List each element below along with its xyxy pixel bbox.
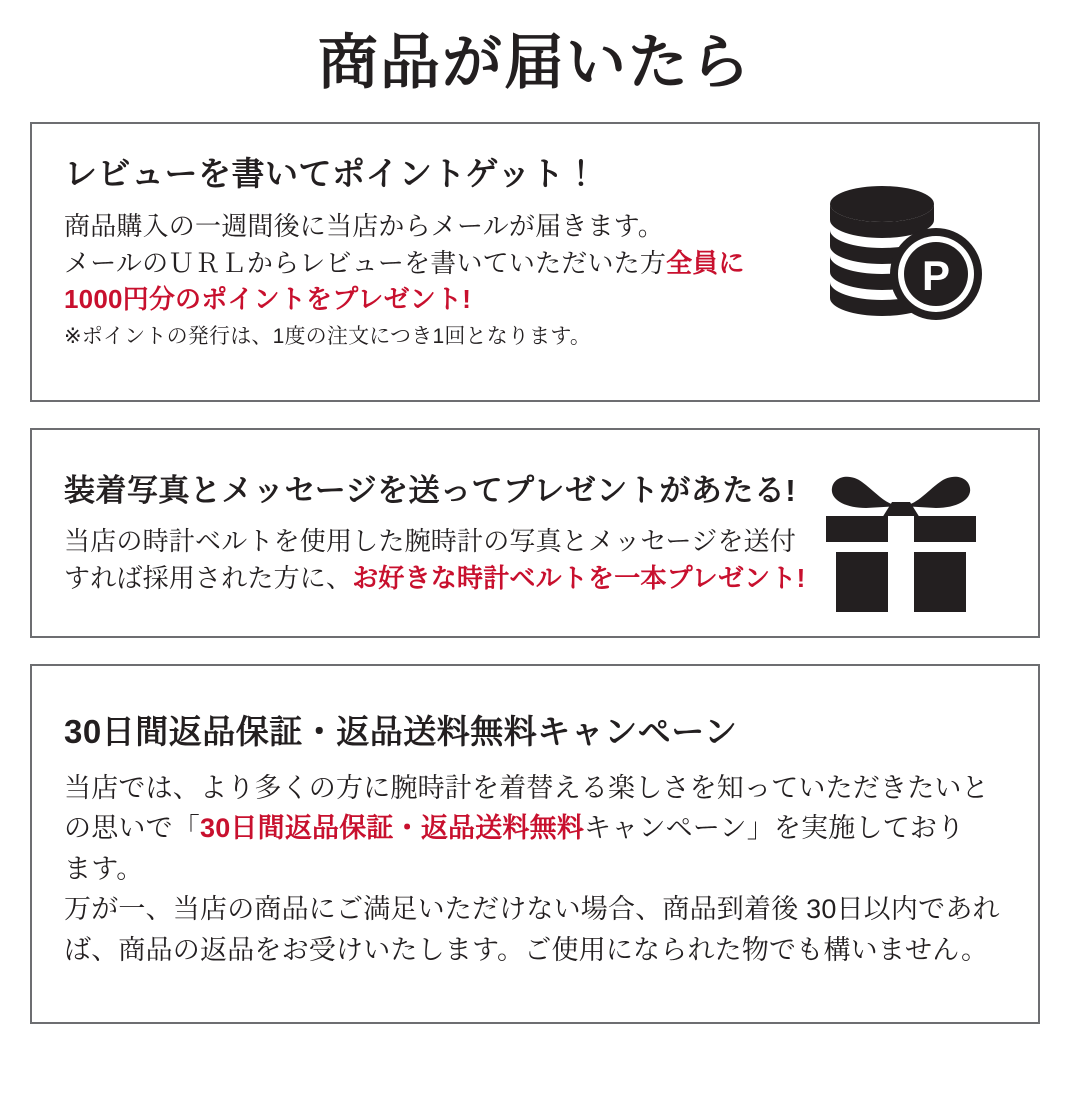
- card-return-line2-prefix: の思いで「: [64, 813, 200, 844]
- card-photo-line1: 当店の時計ベルトを使用した腕時計の写真とメッセージを送付: [64, 526, 797, 557]
- svg-text:P: P: [921, 252, 951, 299]
- card-review-points: [30, 122, 1040, 402]
- card-return-line2-suffix: キャンペーン」を実施しており: [584, 813, 965, 844]
- card-return-line2: [64, 808, 1006, 849]
- card-review-note: ※ポイントの発行は、1度の注文につき1回となります。: [64, 325, 592, 349]
- card-photo-line2-highlight: お好きな時計ベルトを一本プレゼント!: [352, 563, 806, 594]
- card-photo-gift: [30, 428, 1040, 638]
- card-photo-heading: 装着写真とメッセージを送ってプレゼントがあたる!: [64, 473, 797, 508]
- card-review-line2-text: メールのＵＲＬからレビューを書いていただいた方: [64, 247, 667, 278]
- page-title: 商品が届いたら: [318, 29, 752, 96]
- card-review-line2: [64, 245, 1006, 282]
- card-photo-line2-text: すれば採用された方に、: [64, 563, 353, 594]
- card-return-line1: 当店では、より多くの方に腕時計を着替える楽しさを知っていただきたいと: [64, 772, 989, 803]
- card-return-line3: ます。: [64, 853, 144, 884]
- card-review-line1: 商品購入の一週間後に当店からメールが届きます。: [64, 210, 665, 241]
- card-review-line3: 1000円分のポイントをプレゼント!: [64, 284, 472, 315]
- card-return-heading: 30日間返品保証・返品送料無料キャンペーン: [64, 713, 738, 750]
- card-photo-line2: [64, 560, 1006, 597]
- card-return-line5: ば、商品の返品をお受けいたします。ご使用になられた物でも構いません。: [64, 934, 989, 965]
- card-return-line2-highlight: 30日間返品保証・返品送料無料: [200, 813, 585, 844]
- promo-page: [0, 30, 1070, 1100]
- card-review-heading: レビューを書いてポイントゲット！: [64, 155, 599, 192]
- card-return-policy: [30, 664, 1040, 1024]
- card-review-line2-highlight: 全員に: [666, 247, 745, 278]
- card-return-line4: 万が一、当店の商品にご満足いただけない場合、商品到着後 30日以内であれ: [64, 894, 1000, 925]
